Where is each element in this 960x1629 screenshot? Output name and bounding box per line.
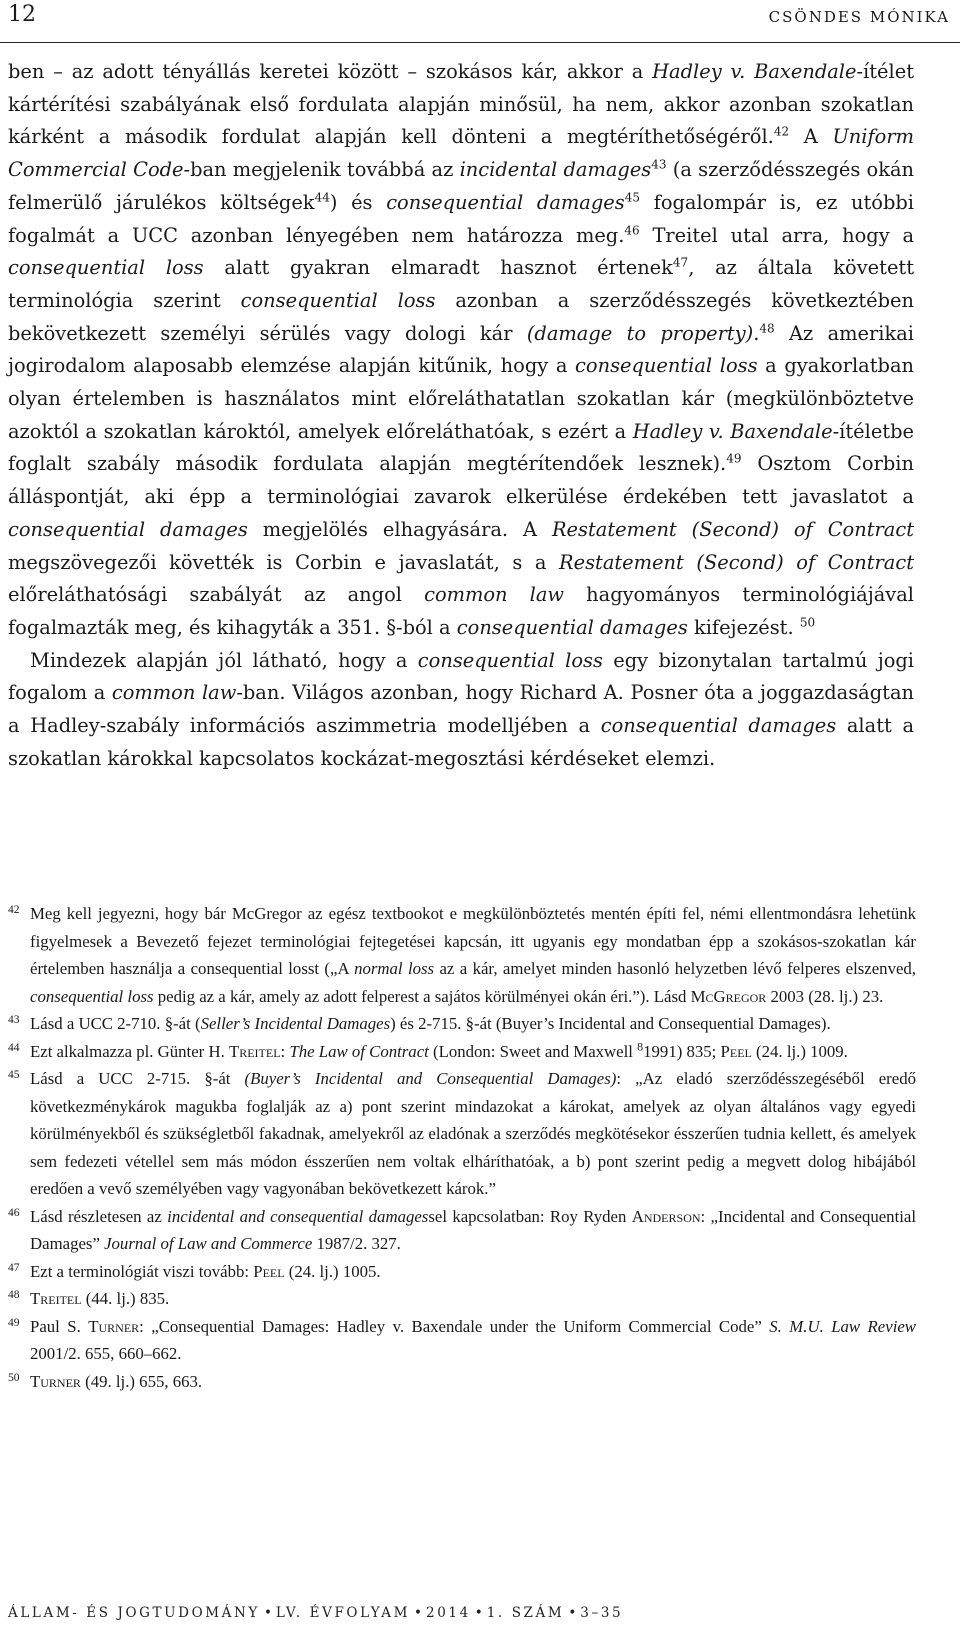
text-run: Lásd a UCC 2-710. §-át ( — [30, 1014, 201, 1033]
text-run: 1991) 835; — [643, 1041, 721, 1061]
italic-text: Journal of Law and Commerce — [104, 1234, 313, 1253]
italic-text: Uniform Commercial Code — [8, 125, 914, 182]
footnotes — [8, 900, 916, 1395]
text-run: alatt gyakran elmaradt hasznot értenek — [203, 256, 673, 280]
text-run: fogalompár is, ez utóbbi fogalmát a UCC azonban lényegében nem határozza meg. — [8, 190, 914, 247]
text-run: Lásd részletesen az — [30, 1206, 168, 1226]
text-run: azonban a szerződésszegés következtében bekövetkezett személyi sérülés vagy dologi kár — [8, 288, 914, 345]
text-run: hagyományos terminológiájával fogalmazták meg, és kihagyták a 351. §-ból a — [8, 583, 914, 639]
footer-volume: LV. ÉVFOLYAM — [275, 1605, 411, 1621]
footnote — [8, 1285, 916, 1313]
italic-text: consequential damages — [456, 615, 688, 639]
text-run: -ítélet kártérítési szabályának első fordulata alapján minősül, ha nem, akkor azonban szokatlan kárként a második fordulat alapján kell dönteni a megtéríthetőségéről. — [8, 60, 914, 149]
author-name: Treitel — [30, 1289, 82, 1308]
italic-text: (damage to property) — [526, 321, 754, 345]
text-run: -ban. Világos azonban, hogy Richard A. Posner óta a joggazdaságtan a Hadley-szabály információs aszimmetria modelljében a — [8, 681, 914, 738]
text-run: Meg kell jegyezni, hogy bár McGregor az egész textbookot e megkülönböztetés mentén építi fel, némi ellentmondásra lehetünk figyelmesek a Bevezető fejezet terminológiai fejtegetései kapcsán, itt ugyanis egy mondatban épp a szokásos-szokatlan kár értelemben használja a consequential losst („A — [30, 904, 916, 978]
footnote-ref: 43 — [651, 157, 667, 172]
italic-text: consequential damages — [386, 190, 625, 214]
text-run: sel kapcsolatban: Roy Ryden — [428, 1206, 632, 1226]
footnote — [8, 1038, 916, 1066]
italic-text: common law — [111, 681, 237, 705]
footnote — [8, 1203, 916, 1258]
footnote-number: 45 — [8, 1069, 20, 1081]
footer-pages: 3–35 — [580, 1605, 624, 1621]
text-run: (a szerződésszegés okán felmerülő járulékos költségek — [8, 158, 915, 214]
text-run: Ezt a terminológiát viszi tovább: — [30, 1261, 254, 1281]
text-run: Lásd a UCC 2-715. §-át — [30, 1069, 245, 1088]
author-name: Treitel — [228, 1041, 281, 1061]
italic-text: consequential loss — [30, 986, 154, 1006]
footnote — [8, 900, 916, 1010]
text-run: A — [789, 125, 833, 149]
footnote — [8, 1313, 916, 1368]
author-name: Anderson — [631, 1206, 701, 1226]
text-run: : „Incidental and Consequential Damages” — [30, 1206, 916, 1253]
italic-text: Hadley v. Baxendale — [652, 60, 857, 83]
italic-text: incidental and consequential damages — [167, 1206, 429, 1226]
running-header-author: CSÖNDES MÓNIKA — [768, 8, 950, 26]
italic-text: Hadley v. Baxendale — [632, 419, 833, 443]
paragraph — [8, 645, 914, 776]
text-run: 2003 (28. lj.) 23. — [766, 986, 884, 1006]
italic-text: normal loss — [354, 959, 435, 978]
italic-text: (Buyer’s Incidental and Consequential Damages) — [244, 1069, 617, 1088]
running-footer: ÁLLAM- ÉS JOGTUDOMÁNY • LV. ÉVFOLYAM • 2014 • 1. SZÁM • 3–35 — [8, 1605, 624, 1621]
author-name: Turner — [88, 1316, 140, 1336]
footnote — [8, 1368, 916, 1396]
text-run: alatt a szokatlan károkkal kapcsolatos kockázat-megosztási kérdéseket elemzi. — [8, 714, 914, 770]
footnote-number: 42 — [8, 904, 20, 916]
text-run: Mindezek alapján jól látható, hogy a — [30, 648, 418, 672]
text-run: (24. lj.) 1009. — [751, 1041, 848, 1061]
paragraph — [8, 56, 914, 645]
text-run: egy bizonytalan tartalmú jogi fogalom a — [8, 648, 914, 705]
text-run: : „Consequential Damages: Hadley v. Baxendale under the Uniform Commercial Code” — [139, 1316, 770, 1336]
footnote-ref: 48 — [759, 321, 775, 336]
footnote-number: 46 — [8, 1206, 20, 1219]
header-rule — [0, 42, 960, 43]
text-run: előreláthatósági szabályát az angol — [8, 583, 425, 607]
author-name: Turner — [30, 1371, 81, 1391]
text-run: : — [280, 1041, 290, 1061]
italic-text: consequential damages — [8, 517, 248, 541]
footnote-number: 44 — [8, 1041, 20, 1054]
footnote — [8, 1258, 916, 1286]
text-run: megjelölés elhagyására. A — [247, 517, 552, 541]
footnote-ref: 49 — [726, 451, 742, 466]
text-run: . — [753, 321, 760, 345]
body-text — [8, 56, 914, 775]
text-run: kifejezést. — [687, 615, 800, 639]
footer-year: 2014 — [426, 1605, 471, 1621]
page-number: 12 — [8, 2, 36, 27]
footnote-number: 47 — [8, 1261, 20, 1274]
text-run: ben – az adott tényállás keretei között – szokásos kár, akkor a — [8, 60, 653, 83]
italic-text: Restatement (Second) of Contract — [551, 517, 914, 541]
footnote-number: 50 — [8, 1371, 20, 1384]
text-run: ) és — [329, 190, 387, 214]
text-run: (44. lj.) 835. — [81, 1289, 170, 1308]
text-run: Paul S. — [30, 1316, 89, 1336]
italic-text: Seller’s Incidental Damages — [200, 1014, 391, 1033]
footer-journal: ÁLLAM- ÉS JOGTUDOMÁNY — [8, 1605, 260, 1621]
text-run: megszövegezői követték is Corbin e javaslatát, s a — [8, 550, 559, 574]
italic-text: consequential loss — [417, 648, 603, 672]
text-run: a gyakorlatban olyan értelemben is használatos mint előreláthatatlan szokatlan kár (megkülönböztetve azoktól a szokatlan károktól, amelyek előreláthatóak, s ezért a — [8, 354, 914, 443]
text-run: 2001/2. 655, 660–662. — [30, 1344, 182, 1363]
italic-text: S. M.U. Law Review — [769, 1316, 916, 1336]
italic-text: consequential loss — [8, 256, 204, 280]
text-run: -ban megjelenik továbbá az — [183, 158, 460, 182]
text-run: (London: Sweet and Maxwell — [428, 1041, 638, 1061]
italic-text: common law — [424, 583, 565, 607]
footnote-ref: 44 — [314, 190, 330, 205]
italic-text: Restatement (Second) of Contract — [559, 550, 914, 574]
footnote-ref: 42 — [773, 124, 790, 139]
author-name: Peel — [253, 1261, 285, 1281]
footnote-number: 48 — [8, 1289, 20, 1301]
footnote-number: 43 — [8, 1014, 20, 1026]
italic-text: consequential loss — [575, 354, 758, 378]
footnote-ref: 46 — [624, 223, 640, 238]
text-run: (24. lj.) 1005. — [284, 1261, 381, 1281]
text-run: 1987/2. 327. — [312, 1234, 401, 1253]
author-name: Peel — [720, 1041, 752, 1061]
italic-text: consequential loss — [240, 288, 436, 312]
footnote — [8, 1010, 916, 1038]
text-run: Treitel utal arra, hogy a — [639, 223, 915, 247]
footnote-ref: 45 — [624, 190, 640, 205]
author-name: McGregor — [690, 986, 767, 1006]
text-run: Osztom Corbin álláspontját, aki épp a terminológiai zavarok elkerülése érdekében tett javaslatot a — [8, 452, 914, 509]
footnote-ref: 47 — [672, 255, 689, 270]
text-run: : „Az eladó szerződésszegéséből eredő következménykárok magukba foglalják az a) pont szerint mindazokat a károkat, amelyek az olyan általános vagy egyedi körülményekből és szükségletből fakadnak, amelyekről az eladónak a szerződés megkötésekor ésszerűen tudnia kellett, és amelyek sem fedezeti vétellel sem más módon ésszerűen nem voltak elháríthatóak, a b) pont szerint pedig a megvett dolog hibájából eredően a vevő személyében vagy vagyonában bekövetkezett károk.” — [30, 1069, 916, 1198]
footnote — [8, 1065, 916, 1203]
italic-text: incidental damages — [459, 158, 652, 182]
footer-issue: 1. SZÁM — [486, 1605, 565, 1621]
text-run: Az amerikai jogirodalom alaposabb elemzése alapján kitűnik, hogy a — [8, 321, 915, 378]
text-run: -ítéletbe foglalt szabály második fordulata alapján megtérítendőek lesznek). — [8, 419, 914, 476]
text-run: pedig az a kár, amely az adott felperest a sajátos körülményei okán éri.”). Lásd — [153, 986, 691, 1006]
footnote-ref: 50 — [799, 615, 816, 630]
footnote-number: 49 — [8, 1316, 20, 1329]
text-run: ) és 2-715. §-át (Buyer’s Incidental and Consequential Damages). — [390, 1014, 831, 1033]
text-run: az a kár, amelyet minden hasonló helyzetben lévő felperes elszenved, — [434, 959, 916, 978]
text-run: , az általa követett terminológia szerint — [8, 256, 915, 312]
footnote-ref: 8 — [637, 1038, 644, 1053]
italic-text: consequential damages — [600, 714, 837, 738]
text-run: (49. lj.) 655, 663. — [80, 1371, 203, 1391]
italic-text: The Law of Contract — [289, 1041, 429, 1061]
text-run: Ezt alkalmazza pl. Günter H. — [30, 1041, 229, 1061]
